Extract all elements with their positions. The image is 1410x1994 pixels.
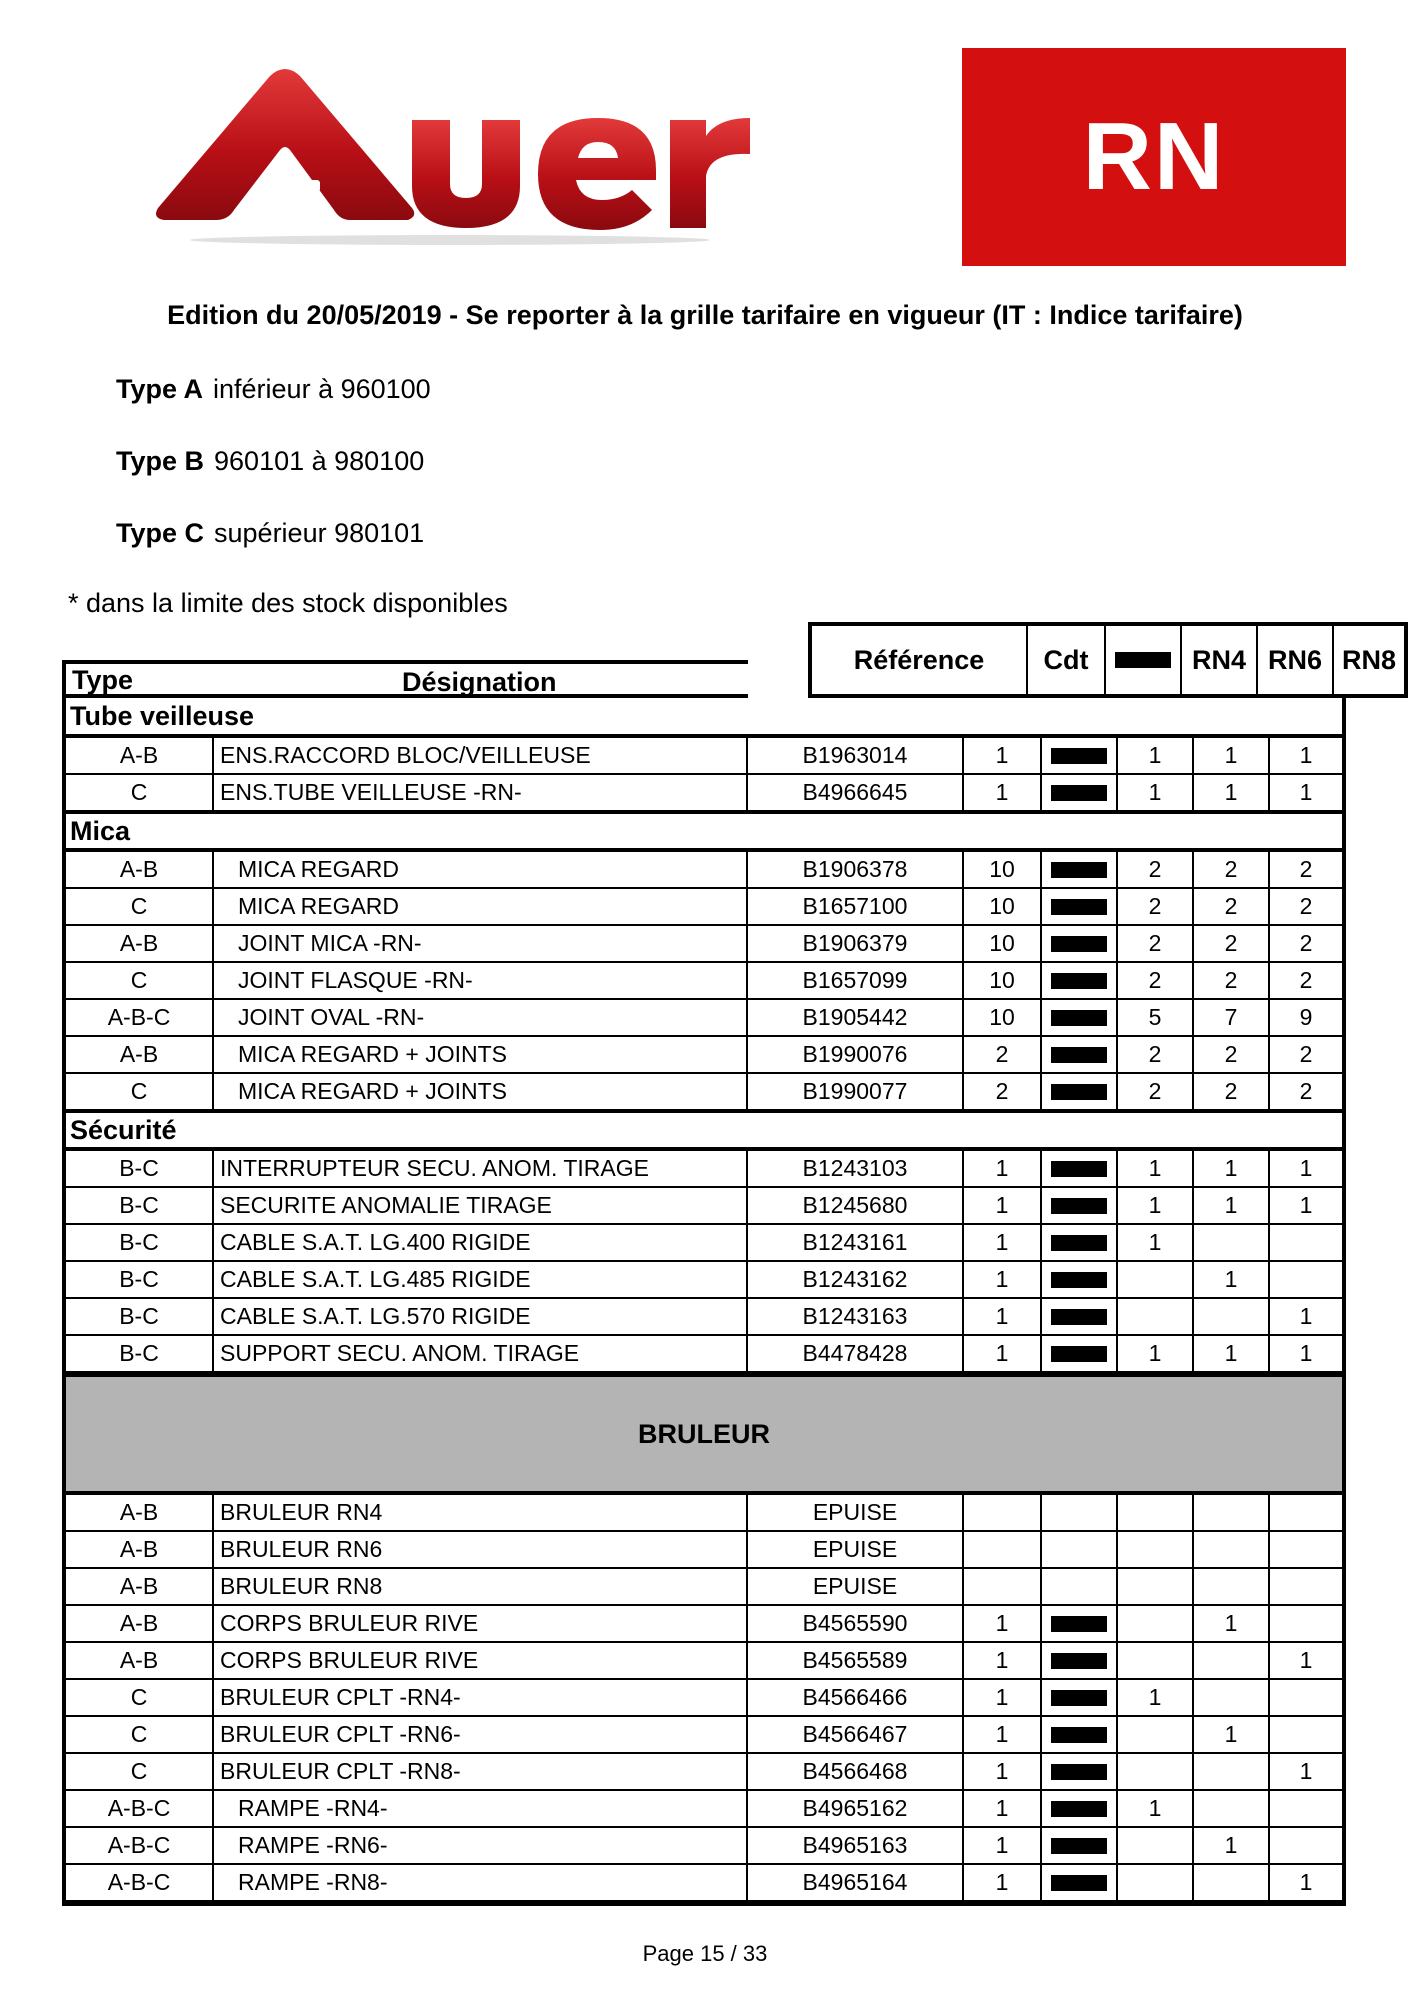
cell-designation: CORPS BRULEUR RIVE	[212, 1606, 746, 1641]
cell-cdt: 10	[962, 889, 1040, 924]
cell-type: A-B	[119, 930, 159, 956]
cell-rn4	[1116, 1495, 1192, 1530]
cell-designation: MICA REGARD	[212, 889, 746, 924]
bar-icon	[1051, 1616, 1107, 1632]
type-c-value: supérieur 980101	[214, 518, 425, 548]
cell-designation: INTERRUPTEUR SECU. ANOM. TIRAGE	[212, 1151, 746, 1186]
cell-bar	[1040, 1495, 1116, 1530]
table-row	[66, 1188, 1342, 1225]
cell-designation: CABLE S.A.T. LG.485 RIGIDE	[212, 1262, 746, 1297]
cell-cdt: 1	[962, 1225, 1040, 1260]
cell-cdt: 2	[962, 1037, 1040, 1072]
cell-cdt: 2	[962, 1074, 1040, 1109]
cell-type: A-B	[119, 1610, 159, 1636]
cell-type: A-B	[119, 1041, 159, 1067]
cell-type: C	[130, 1721, 148, 1747]
cell-reference: EPUISE	[746, 1495, 962, 1530]
cell-designation: CABLE S.A.T. LG.570 RIGIDE	[212, 1299, 746, 1334]
section-title-securite: Sécurité	[66, 1111, 1342, 1151]
cell-reference: EPUISE	[746, 1532, 962, 1567]
cell-rn4: 1	[1116, 1188, 1192, 1223]
bar-icon	[1051, 1309, 1107, 1325]
cell-reference: B1245680	[746, 1188, 962, 1223]
bar-icon	[1051, 1198, 1107, 1214]
cell-rn6: 1	[1192, 1262, 1268, 1297]
cell-cdt: 10	[962, 926, 1040, 961]
cell-rn8	[1268, 1717, 1342, 1752]
section-title-mica: Mica	[66, 812, 1342, 852]
cell-rn8: 1	[1268, 738, 1342, 773]
cell-rn4: 1	[1116, 738, 1192, 773]
cell-type: A-B-C	[107, 1795, 171, 1821]
bar-icon	[1051, 1084, 1107, 1100]
table-row	[66, 1262, 1342, 1299]
cell-bar	[1040, 1225, 1116, 1260]
cell-rn4: 1	[1116, 1680, 1192, 1715]
cell-cdt: 1	[962, 1336, 1040, 1371]
cell-rn6	[1192, 1495, 1268, 1530]
cell-cdt: 1	[962, 1791, 1040, 1826]
cell-type: B-C	[119, 1303, 159, 1329]
cell-type: A-B-C	[107, 1004, 171, 1030]
table-row	[66, 1865, 1342, 1902]
cell-designation: MICA REGARD + JOINTS	[212, 1037, 746, 1072]
cell-type: C	[130, 967, 148, 993]
table-row	[66, 1151, 1342, 1188]
cell-cdt: 10	[962, 1000, 1040, 1035]
cell-bar	[1040, 1074, 1116, 1109]
cell-reference: B1990077	[746, 1074, 962, 1109]
table-row	[66, 1606, 1342, 1643]
cell-designation: CABLE S.A.T. LG.400 RIGIDE	[212, 1225, 746, 1260]
cell-cdt: 1	[962, 1262, 1040, 1297]
cell-type: A-B	[119, 1573, 159, 1599]
header-rn8: RN8	[1332, 626, 1404, 694]
cell-bar	[1040, 926, 1116, 961]
cell-reference: B4965164	[746, 1865, 962, 1900]
cell-cdt	[962, 1495, 1040, 1530]
table-row	[66, 1000, 1342, 1037]
page-footer: Page 15 / 33	[642, 1941, 768, 1966]
bar-icon	[1051, 1272, 1107, 1288]
cell-designation: RAMPE -RN8-	[212, 1865, 746, 1900]
cell-type: B-C	[119, 1340, 159, 1366]
table-row	[66, 1791, 1342, 1828]
cell-rn8	[1268, 1569, 1342, 1604]
cell-rn8: 1	[1268, 1754, 1342, 1789]
table-row	[66, 1643, 1342, 1680]
cell-rn8: 2	[1268, 926, 1342, 961]
cell-designation: BRULEUR CPLT -RN6-	[212, 1717, 746, 1752]
cell-bar	[1040, 1754, 1116, 1789]
bar-icon	[1051, 1727, 1107, 1743]
cell-rn6: 1	[1192, 1828, 1268, 1863]
cell-reference: B1657099	[746, 963, 962, 998]
bar-icon	[1051, 1161, 1107, 1177]
cell-rn6	[1192, 1299, 1268, 1334]
cell-rn8: 1	[1268, 1299, 1342, 1334]
cell-designation: JOINT MICA -RN-	[212, 926, 746, 961]
cell-rn6	[1192, 1791, 1268, 1826]
cell-rn8: 1	[1268, 1151, 1342, 1186]
table-row	[66, 775, 1342, 812]
rn-badge: RN	[962, 48, 1346, 266]
cell-rn8: 9	[1268, 1000, 1342, 1035]
table-row	[66, 1225, 1342, 1262]
cell-designation: JOINT OVAL -RN-	[212, 1000, 746, 1035]
bar-icon	[1051, 1764, 1107, 1780]
type-b-line	[116, 446, 424, 477]
stock-note: * dans la limite des stock disponibles	[68, 588, 508, 618]
cell-rn6: 7	[1192, 1000, 1268, 1035]
table-row	[66, 852, 1342, 889]
cell-cdt: 1	[962, 1299, 1040, 1334]
cell-type: A-B	[119, 742, 159, 768]
bar-icon	[1051, 1235, 1107, 1251]
table-row	[66, 1074, 1342, 1111]
rows-bruleur	[66, 1495, 1342, 1902]
cell-bar	[1040, 1828, 1116, 1863]
rows-mica	[66, 852, 1342, 1111]
cell-cdt	[962, 1532, 1040, 1567]
cell-rn4: 2	[1116, 926, 1192, 961]
cell-reference: B4566468	[746, 1754, 962, 1789]
type-b-label: Type B	[116, 446, 205, 476]
cell-designation: RAMPE -RN4-	[212, 1791, 746, 1826]
header-rn6: RN6	[1256, 626, 1332, 694]
cell-designation: SUPPORT SECU. ANOM. TIRAGE	[212, 1336, 746, 1371]
bar-icon	[1051, 1047, 1107, 1063]
cell-rn8: 1	[1268, 775, 1342, 810]
edition-line: Edition du 20/05/2019 - Se reporter à la grille tarifaire en vigueur (IT : Indice tarifaire)	[167, 300, 1243, 330]
bar-icon	[1051, 936, 1107, 952]
cell-designation: BRULEUR CPLT -RN4-	[212, 1680, 746, 1715]
table-row	[66, 1569, 1342, 1606]
cell-bar	[1040, 1606, 1116, 1641]
cell-type: A-B	[119, 856, 159, 882]
cell-rn4: 2	[1116, 889, 1192, 924]
cell-bar	[1040, 1188, 1116, 1223]
cell-cdt: 1	[962, 1643, 1040, 1678]
cell-cdt: 1	[962, 1680, 1040, 1715]
cell-cdt: 1	[962, 1717, 1040, 1752]
cell-cdt: 1	[962, 1151, 1040, 1186]
cell-bar	[1040, 852, 1116, 887]
bar-icon	[1051, 1010, 1107, 1026]
cell-rn4: 2	[1116, 852, 1192, 887]
cell-bar	[1040, 1336, 1116, 1371]
cell-reference: B1905442	[746, 1000, 962, 1035]
cell-rn8	[1268, 1262, 1342, 1297]
cell-rn8	[1268, 1532, 1342, 1567]
cell-type: C	[130, 1758, 148, 1784]
cell-type: C	[130, 779, 148, 805]
cell-bar	[1040, 1717, 1116, 1752]
cell-rn4	[1116, 1606, 1192, 1641]
cell-rn8: 2	[1268, 889, 1342, 924]
cell-rn4: 2	[1116, 963, 1192, 998]
cell-reference: B4478428	[746, 1336, 962, 1371]
cell-designation: BRULEUR RN6	[212, 1532, 746, 1567]
cell-bar	[1040, 1262, 1116, 1297]
cell-reference: B1243161	[746, 1225, 962, 1260]
cell-designation: JOINT FLASQUE -RN-	[212, 963, 746, 998]
cell-rn8: 1	[1268, 1188, 1342, 1223]
cell-reference: B4965162	[746, 1791, 962, 1826]
cell-bar	[1040, 1865, 1116, 1900]
cell-type: A-B-C	[107, 1832, 171, 1858]
cell-type: A-B	[119, 1499, 159, 1525]
bar-icon	[1051, 748, 1107, 764]
cell-rn6: 2	[1192, 852, 1268, 887]
header-type: Type	[72, 665, 134, 695]
cell-bar	[1040, 1532, 1116, 1567]
cell-cdt: 1	[962, 1606, 1040, 1641]
cell-bar	[1040, 963, 1116, 998]
cell-reference: B4565590	[746, 1606, 962, 1641]
bar-icon	[1051, 862, 1107, 878]
table-row	[66, 738, 1342, 775]
cell-rn6: 1	[1192, 1336, 1268, 1371]
cell-rn4	[1116, 1754, 1192, 1789]
cell-rn6: 1	[1192, 1188, 1268, 1223]
cell-reference: B4565589	[746, 1643, 962, 1678]
cell-designation: ENS.TUBE VEILLEUSE -RN-	[212, 775, 746, 810]
cell-cdt: 1	[962, 1754, 1040, 1789]
cell-reference: B1243103	[746, 1151, 962, 1186]
cell-rn8	[1268, 1495, 1342, 1530]
cell-type: A-B	[119, 1536, 159, 1562]
cell-reference: B4966645	[746, 775, 962, 810]
cell-type: C	[130, 893, 148, 919]
cell-designation: BRULEUR CPLT -RN8-	[212, 1754, 746, 1789]
cell-rn4: 1	[1116, 1225, 1192, 1260]
cell-reference: B4965163	[746, 1828, 962, 1863]
bar-icon	[1051, 1346, 1107, 1362]
cell-rn8	[1268, 1680, 1342, 1715]
cell-rn6: 2	[1192, 1037, 1268, 1072]
cell-rn4	[1116, 1865, 1192, 1900]
table-row	[66, 1754, 1342, 1791]
cell-rn8: 2	[1268, 963, 1342, 998]
cell-type: B-C	[119, 1155, 159, 1181]
cell-rn6	[1192, 1680, 1268, 1715]
cell-rn4: 5	[1116, 1000, 1192, 1035]
cell-type: A-B	[119, 1647, 159, 1673]
table-row	[66, 1336, 1342, 1373]
cell-rn4: 1	[1116, 1791, 1192, 1826]
header-bar-column	[1104, 626, 1180, 694]
cell-designation: MICA REGARD	[212, 852, 746, 887]
table-row	[66, 963, 1342, 1000]
cell-rn8: 1	[1268, 1336, 1342, 1371]
cell-type: B-C	[119, 1266, 159, 1292]
cell-type: C	[130, 1078, 148, 1104]
section-band-bruleur: BRULEUR	[66, 1373, 1342, 1495]
header-cdt: Cdt	[1026, 626, 1104, 694]
cell-rn6: 1	[1192, 1606, 1268, 1641]
cell-rn8: 1	[1268, 1865, 1342, 1900]
cell-rn8	[1268, 1606, 1342, 1641]
table-row	[66, 1680, 1342, 1717]
table-header-left	[62, 660, 748, 698]
cell-reference: B1990076	[746, 1037, 962, 1072]
cell-rn4: 2	[1116, 1037, 1192, 1072]
cell-reference: B1906378	[746, 852, 962, 887]
bar-icon	[1115, 652, 1171, 668]
table-header-right	[808, 622, 1408, 698]
cell-rn8	[1268, 1225, 1342, 1260]
cell-rn4	[1116, 1569, 1192, 1604]
cell-reference: B1963014	[746, 738, 962, 773]
cell-rn6: 1	[1192, 775, 1268, 810]
cell-bar	[1040, 1299, 1116, 1334]
cell-rn6: 1	[1192, 1151, 1268, 1186]
cell-rn4: 1	[1116, 775, 1192, 810]
cell-rn8: 2	[1268, 1037, 1342, 1072]
cell-rn6	[1192, 1532, 1268, 1567]
auer-logo	[150, 58, 760, 248]
cell-rn6	[1192, 1569, 1268, 1604]
cell-cdt	[962, 1569, 1040, 1604]
cell-rn8: 1	[1268, 1643, 1342, 1678]
cell-bar	[1040, 1791, 1116, 1826]
cell-rn6	[1192, 1865, 1268, 1900]
bar-icon	[1051, 1838, 1107, 1854]
cell-designation: ENS.RACCORD BLOC/VEILLEUSE	[212, 738, 746, 773]
bar-icon	[1051, 1690, 1107, 1706]
cell-designation: BRULEUR RN8	[212, 1569, 746, 1604]
cell-designation: CORPS BRULEUR RIVE	[212, 1643, 746, 1678]
header-reference: Référence	[853, 644, 985, 675]
cell-rn4	[1116, 1717, 1192, 1752]
cell-cdt: 1	[962, 738, 1040, 773]
cell-type: A-B-C	[107, 1869, 171, 1895]
table-row	[66, 1828, 1342, 1865]
cell-reference: B1243163	[746, 1299, 962, 1334]
cell-rn4: 1	[1116, 1336, 1192, 1371]
cell-cdt: 1	[962, 1188, 1040, 1223]
bar-icon	[1051, 1875, 1107, 1891]
cell-rn6: 1	[1192, 1717, 1268, 1752]
cell-rn8: 2	[1268, 852, 1342, 887]
cell-bar	[1040, 775, 1116, 810]
cell-rn6	[1192, 1754, 1268, 1789]
cell-rn4: 1	[1116, 1151, 1192, 1186]
bar-icon	[1051, 899, 1107, 915]
cell-rn6: 1	[1192, 738, 1268, 773]
cell-rn4	[1116, 1643, 1192, 1678]
bar-icon	[1051, 785, 1107, 801]
cell-cdt: 1	[962, 1828, 1040, 1863]
cell-rn4: 2	[1116, 1074, 1192, 1109]
bar-icon	[1051, 1801, 1107, 1817]
header-designation: Désignation	[402, 667, 557, 697]
bar-icon	[1051, 973, 1107, 989]
rows-tube	[66, 738, 1342, 812]
table-row	[66, 1037, 1342, 1074]
rows-securite	[66, 1151, 1342, 1373]
cell-reference: B1243162	[746, 1262, 962, 1297]
cell-bar	[1040, 1680, 1116, 1715]
type-a-line	[116, 374, 431, 405]
type-b-value: 960101 à 980100	[214, 446, 425, 476]
cell-cdt: 1	[962, 775, 1040, 810]
cell-type: B-C	[119, 1229, 159, 1255]
cell-reference: B1906379	[746, 926, 962, 961]
cell-rn8	[1268, 1828, 1342, 1863]
cell-rn8	[1268, 1791, 1342, 1826]
cell-designation: RAMPE -RN6-	[212, 1828, 746, 1863]
cell-rn8: 2	[1268, 1074, 1342, 1109]
cell-designation: MICA REGARD + JOINTS	[212, 1074, 746, 1109]
cell-rn6: 2	[1192, 926, 1268, 961]
cell-bar	[1040, 1151, 1116, 1186]
table-body	[62, 698, 1346, 1906]
cell-rn4	[1116, 1828, 1192, 1863]
cell-rn6: 2	[1192, 963, 1268, 998]
cell-bar	[1040, 889, 1116, 924]
cell-type: C	[130, 1684, 148, 1710]
cell-designation: SECURITE ANOMALIE TIRAGE	[212, 1188, 746, 1223]
cell-bar	[1040, 1000, 1116, 1035]
cell-rn6	[1192, 1225, 1268, 1260]
cell-rn6	[1192, 1643, 1268, 1678]
cell-rn6: 2	[1192, 889, 1268, 924]
cell-bar	[1040, 1569, 1116, 1604]
cell-cdt: 10	[962, 852, 1040, 887]
cell-reference: B4566467	[746, 1717, 962, 1752]
table-row	[66, 926, 1342, 963]
table-row	[66, 1299, 1342, 1336]
table-row	[66, 1495, 1342, 1532]
cell-designation: BRULEUR RN4	[212, 1495, 746, 1530]
cell-type: B-C	[119, 1192, 159, 1218]
cell-bar	[1040, 1643, 1116, 1678]
type-c-label: Type C	[116, 518, 205, 548]
cell-rn4	[1116, 1299, 1192, 1334]
table-row	[66, 1532, 1342, 1569]
table-row	[66, 1717, 1342, 1754]
cell-reference: EPUISE	[746, 1569, 962, 1604]
bar-icon	[1051, 1653, 1107, 1669]
header-rn4: RN4	[1180, 626, 1256, 694]
cell-cdt: 10	[962, 963, 1040, 998]
section-title-tube: Tube veilleuse	[66, 698, 1342, 738]
cell-rn4	[1116, 1262, 1192, 1297]
cell-rn4	[1116, 1532, 1192, 1567]
cell-rn6: 2	[1192, 1074, 1268, 1109]
cell-reference: B1657100	[746, 889, 962, 924]
type-c-line	[116, 518, 424, 549]
cell-bar	[1040, 738, 1116, 773]
type-a-label: Type A	[116, 374, 204, 404]
type-a-value: inférieur à 960100	[213, 374, 431, 404]
cell-cdt: 1	[962, 1865, 1040, 1900]
cell-reference: B4566466	[746, 1680, 962, 1715]
cell-bar	[1040, 1037, 1116, 1072]
table-row	[66, 889, 1342, 926]
